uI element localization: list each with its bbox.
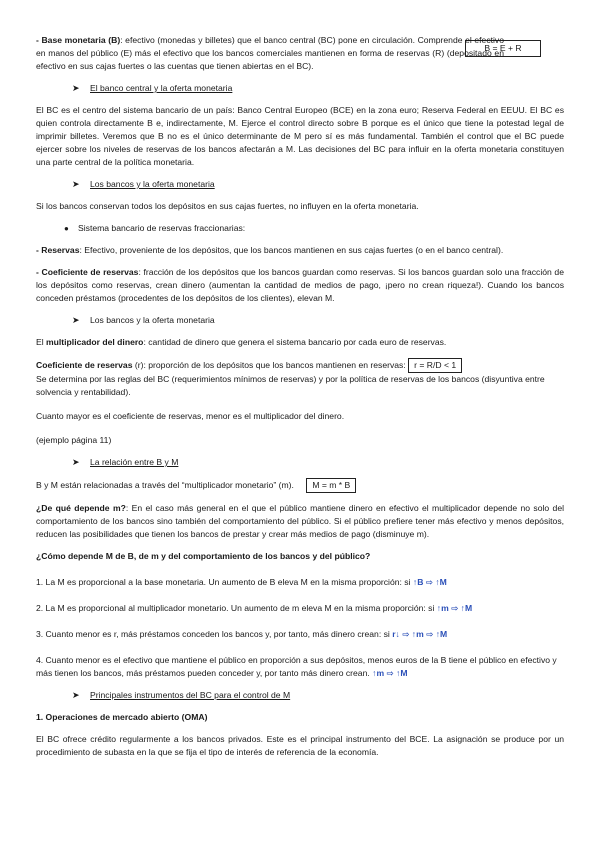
list-item-2: 2. La M es proporcional al multiplicador monetario. Un aumento de m eleva M en la misma proporción: si ↑m ⇨ ↑M [36, 603, 473, 613]
paragraph-coeficiente-r: Coeficiente de reservas (r): proporción de los depósitos que los bancos mantienen en reservas: r = R/D < 1 Se determina por las reglas del BC (requerimientos mínimos de reservas) y por la política de reservas de los bancos (disyuntiva entre solvencia y rentabilidad). [36, 360, 545, 397]
arrow-symbol: ↑B ⇨ ↑M [412, 577, 447, 587]
paragraph-base-monetaria [36, 34, 564, 73]
question-heading: ¿Cómo depende M de B, de m y del comportamiento de los bancos y del público? [36, 551, 371, 561]
formula-coeficiente: r = R/D < 1 [408, 358, 462, 373]
oma-heading: 1. Operaciones de mercado abierto (OMA) [36, 712, 208, 722]
paragraph-cajas-fuertes: Si los bancos conservan todos los depósitos en sus cajas fuertes, no influyen en la oferta monetaria. [36, 201, 419, 211]
heading-banco-central: ➤ El banco central y la oferta monetaria [72, 83, 233, 93]
paragraph-multiplicador: El multiplicador del dinero: cantidad de dinero que genera el sistema bancario por cada euro de reservas. [36, 337, 447, 347]
formula-m: M = m * B [306, 478, 356, 493]
heading-relacion-b-m: ➤ La relación entre B y M [72, 457, 179, 467]
arrow-symbol: ↑m ⇨ ↑M [436, 603, 473, 613]
paragraph-mayor-coeficiente: Cuanto mayor es el coeficiente de reservas, menor es el multiplicador del dinero. [36, 411, 345, 421]
paragraph-de-que-depende: ¿De qué depende m?: En el caso más general en el que el público mantiene dinero en efectivo el multiplicador depende no solo del comportamiento de los bancos sino también del comportamiento del público. Si el público prefiere tener más efectivo y menos depósitos, reducen las posibilidades que tienen los bancos de prestar y crear más medios de pago (disminuye m). [36, 503, 565, 539]
paragraph-reservas: - Reservas: Efectivo, proveniente de los depósitos, que los bancos mantienen en sus cajas fuertes (o en el banco central). [36, 245, 504, 255]
arrow-bullet-icon: ➤ [72, 457, 80, 467]
list-item-1: 1. La M es proporcional a la base monetaria. Un aumento de B eleva M en la misma proporción: si ↑B ⇨ ↑M [36, 577, 447, 587]
arrow-symbol: ↑m ⇨ ↑M [372, 668, 408, 678]
list-item-3: 3. Cuanto menor es r, más préstamos conceden los bancos y, por tanto, más dinero crean: si r↓ ⇨ ↑m ⇨ ↑M [36, 629, 448, 639]
paragraph-oma: El BC ofrece crédito regularmente a los bancos privados. Este es el principal instrumento del BCE. La asignación se produce por un procedimiento de subasta en la que se fija el tipo de interés de referencia de la economía. [36, 734, 564, 757]
paragraph-ejemplo: (ejemplo página 11) [36, 435, 112, 445]
paragraph-banco-central: El BC es el centro del sistema bancario de un país: Banco Central Europeo (BCE) en la zona euro; Reserva Federal en EEUU. El BC es quien controla directamente B e, indirectamente, M. Ejerce el control directo sobre B porque es el único que tiene la potestad legal de imprimir billetes. Veremos que B no es el único determinante de M pero sí es más fundamental. También el control que el BC puede ejercer sobre los niveles de reservas de los bancos afectarán a M. Las decisiones del BC para influir en la oferta monetaria constituyen una parte central de la política monetaria. [36, 105, 564, 167]
term-base-monetaria: - Base monetaria (B) [36, 35, 121, 45]
heading-bancos-oferta-2: ➤ Los bancos y la oferta monetaria [72, 315, 215, 325]
arrow-bullet-icon: ➤ [72, 315, 80, 325]
bullet-reservas-fraccionarias: ● Sistema bancario de reservas fraccionarias: [64, 223, 246, 233]
arrow-bullet-icon: ➤ [72, 83, 80, 93]
paragraph-coeficiente-reservas: - Coeficiente de reservas: fracción de los depósitos que los bancos guardan como reservas. Si los bancos guardan solo una fracción de los depósitos como reservas, crean dinero (aumentan la cantidad de medios de pago, ¡pero no crean riqueza!). Cuando los bancos conceden préstamos (procedentes de los depósitos de los clientes), elevan M. [36, 267, 564, 303]
heading-instrumentos: ➤ Principales instrumentos del BC para el control de M [72, 690, 291, 700]
arrow-symbol: r↓ ⇨ ↑m ⇨ ↑M [392, 629, 448, 639]
text-base-monetaria: : efectivo (monedas y billetes) que el banco central (BC) pone en circulación. Comprende el efectivo en manos del público (E) más el efectivo que los bancos comerciales mantienen en forma de reservas (R) (depositado en efectivo en sus cajas fuertes o las cuentas que tienen abiertas en el BC). [36, 35, 504, 71]
document-page [36, 34, 564, 759]
formula-base-monetaria: B = E + R [465, 40, 541, 57]
bullet-dot-icon: ● [64, 224, 69, 233]
list-item-4: 4. Cuanto menor es el efectivo que mantiene el público en proporción a sus depósitos, menos euros de la B tiene el público en efectivo y más tienen los bancos, más préstamos pueden conceder y, por tanto más dinero crean. ↑m ⇨ ↑M [36, 655, 557, 678]
paragraph-relacion: B y M están relacionadas a través del “multiplicador monetario” (m). M = m * B [36, 478, 564, 493]
heading-bancos-oferta-1: ➤ Los bancos y la oferta monetaria [72, 179, 215, 189]
arrow-bullet-icon: ➤ [72, 179, 80, 189]
arrow-bullet-icon: ➤ [72, 690, 80, 700]
